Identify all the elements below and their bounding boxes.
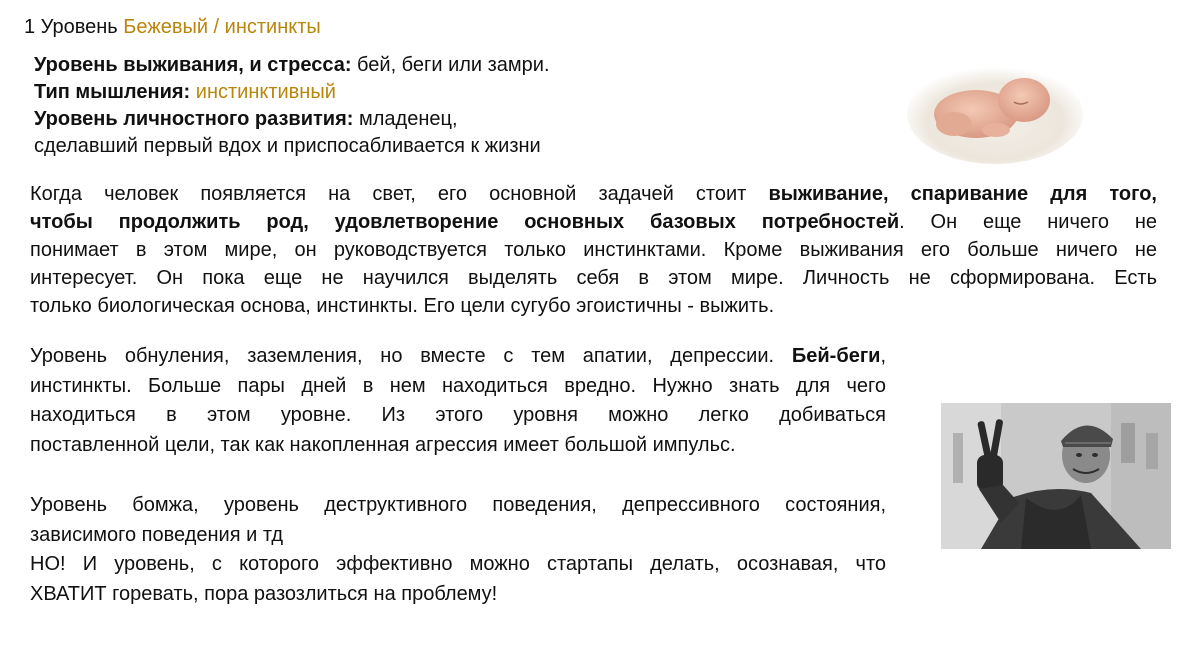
man-photo — [941, 403, 1171, 549]
para1-line3: понимает в этом мире, он руководствуется только инстинктами. Кроме выживания его больше ничего не — [30, 239, 1157, 261]
thinking-value: инстинктивный — [195, 81, 336, 103]
thinking-label: Тип мышления: — [34, 81, 191, 103]
development-line — [34, 106, 674, 133]
para1-bold1: выживание, спаривание для того, — [768, 183, 1157, 205]
para1-bold2: чтобы продолжить род, удовлетворение основных базовых потребностей — [30, 211, 900, 233]
title-accent: Бежевый / инстинкты — [123, 16, 321, 38]
survival-line — [34, 52, 674, 79]
development-line-cont: сделавший первый вдох и приспосабливается к жизни — [34, 135, 541, 157]
development-label: Уровень личностного развития: — [34, 108, 354, 130]
page-title — [24, 14, 321, 40]
para2-line1: Уровень обнуления, заземления, но вместе с тем апатии, депрессии. Бей-беги, — [30, 345, 887, 367]
para1-line4: интересует. Он пока еще не научился выделять себя в этом мире. Личность не сформирована. Есть — [30, 267, 1157, 289]
thinking-line — [34, 79, 674, 106]
paragraph-intro — [30, 180, 1157, 320]
para3-line4: ХВАТИТ горевать, пора разозлиться на проблему! — [30, 582, 498, 605]
para3-line3: НО! И уровень, с которого эффективно можно стартапы делать, осознавая, что — [30, 553, 886, 575]
baby-image — [906, 52, 1084, 164]
paragraph-zeroing — [30, 342, 886, 460]
para1-line2: чтобы продолжить род, удовлетворение основных базовых потребностей. Он еще ничего не — [30, 211, 1157, 233]
para3-line2: зависимого поведения и тд — [30, 523, 283, 546]
para2-line3: находиться в этом уровне. Из этого уровня можно легко добиваться — [30, 404, 886, 426]
para2-bold: Бей-беги — [791, 345, 881, 367]
survival-label: Уровень выживания, и стресса: — [34, 54, 352, 76]
survival-value: бей, беги или замри. — [357, 54, 550, 76]
title-prefix: 1 Уровень — [24, 16, 118, 38]
para2-line2: инстинкты. Больше пары дней в нем находиться вредно. Нужно знать для чего — [30, 374, 886, 397]
para1-line5: только биологическая основа, инстинкты. Его цели сугубо эгоистичны - выжить. — [30, 295, 775, 317]
development-value: младенец, — [359, 108, 458, 130]
para1-line1: Когда человек появляется на свет, его основной задачей стоит выживание, спаривание для того, — [30, 183, 1157, 205]
para3-line1: Уровень бомжа, уровень деструктивного поведения, депрессивного состояния, — [30, 494, 886, 516]
level-meta — [34, 52, 674, 160]
para2-line4: поставленной цели, так как накопленная агрессия имеет большой импульс. — [30, 433, 736, 456]
paragraph-homeless — [30, 491, 886, 609]
